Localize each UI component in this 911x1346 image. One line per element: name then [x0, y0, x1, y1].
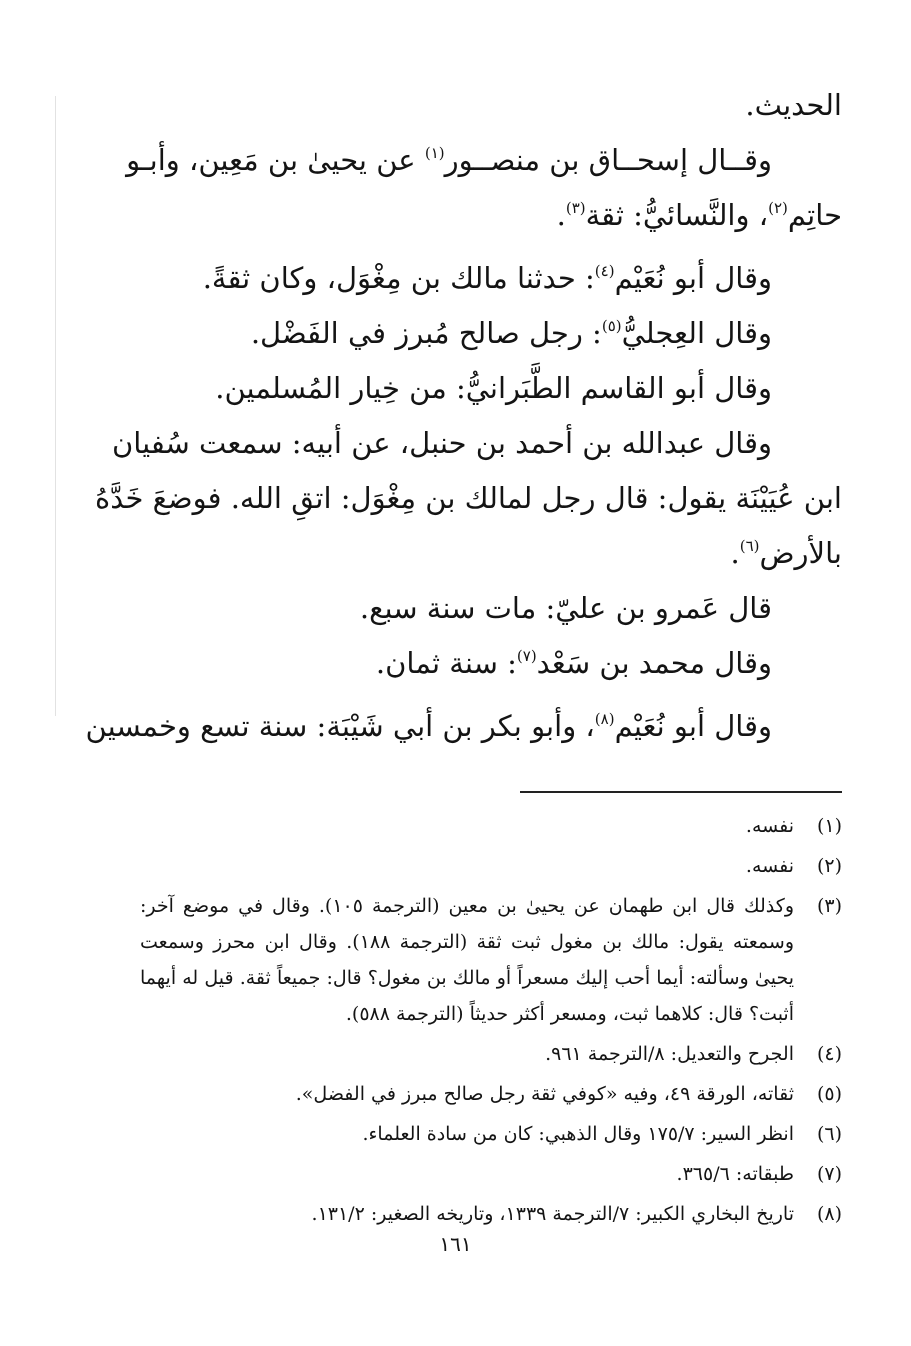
- footnote-ref[interactable]: (٤): [594, 262, 615, 280]
- footnote-text: ثقاته، الورقة ٤٩، وفيه «كوفي ثقة رجل صالح مبرز في الفضل».: [295, 1083, 794, 1105]
- footnote-text: نفسه.: [745, 855, 794, 877]
- footnote-number: (١): [816, 815, 842, 837]
- footnote-text: وكذلك قال ابن طهمان عن يحيىٰ بن معين (الترجمة ١٠٥). وقال في موضع آخر: وسمعته يقول: مالك بن مغول ثبت ثقة (الترجمة ١٨٨). وقال ابن محرز وسمعت يحيىٰ وسألته: أيما أحب إليك مسعراً أو مالك بن مغول؟ قال: جميعاً ثقة. قيل له أيهما أثبت؟ قال: كلاهما ثبت، ومسعر أكثر حديثاً (الترجمة ٥٨٨).: [140, 895, 794, 1025]
- footnote: [140, 1076, 842, 1112]
- footnote: [140, 848, 842, 884]
- footnote: [140, 1156, 842, 1192]
- footnote-ref[interactable]: (١): [424, 144, 445, 162]
- footnote-ref[interactable]: (٦): [739, 537, 760, 555]
- footnote-number: (٧): [816, 1163, 842, 1185]
- footnote-number: (٢): [816, 855, 842, 877]
- body-line: وقال أبو نُعَيْم$^{(٨)}$، وأبو بكر بن أبي شَيْبَة: سنة تسع وخمسين: [85, 709, 772, 743]
- body-line: وقــال إسحــاق بن منصــور$^{(١)}$ عن يحيىٰ بن مَعِين، وأبـو: [126, 143, 772, 177]
- body-line: وقال عبدالله بن أحمد بن حنبل، عن أبيه: سمعت سُفيان: [111, 426, 772, 460]
- footnote-ref[interactable]: (٢): [768, 199, 788, 217]
- body-line: وقال أبو نُعَيْم$^{(٤)}$: حدثنا مالك بن مِغْوَل، وكان ثقةً.: [202, 261, 772, 295]
- body-line: حاتِم$^{(٢)}$، والنَّسائيُّ: ثقة$^{(٣)}$.: [556, 198, 842, 232]
- footnote: [140, 1036, 842, 1072]
- footnote-number: (٨): [816, 1203, 842, 1225]
- body-line: الحديث.: [745, 88, 842, 122]
- footnote-text: نفسه.: [745, 815, 794, 837]
- body-line: وقال محمد بن سَعْد$^{(٧)}$: سنة ثمان.: [375, 646, 772, 680]
- footnote-text: الجرح والتعديل: ٨/الترجمة ٩٦١.: [545, 1043, 794, 1065]
- footnote-ref[interactable]: (٣): [565, 199, 586, 217]
- main-text: [85, 78, 842, 754]
- page-margin-shadow: [55, 96, 56, 716]
- footnote: [140, 808, 842, 844]
- body-line: وقال أبو القاسم الطَّبَرانيُّ: من خِيار المُسلمين.: [215, 371, 772, 405]
- footnote-ref[interactable]: (٧): [516, 647, 537, 665]
- footnote-text: انظر السير: ١٧٥/٧ وقال الذهبي: كان من سادة العلماء.: [362, 1123, 794, 1145]
- page-number: ١٦١: [439, 1232, 472, 1256]
- footnote-ref[interactable]: (٨): [594, 710, 615, 728]
- footnote: [140, 1116, 842, 1152]
- footnote-number: (٦): [816, 1123, 842, 1145]
- body-line: ابن عُيَيْنَة يقول: قال رجل لمالك بن مِغْوَل: اتقِ الله. فوضعَ خَدَّهُ: [95, 481, 842, 515]
- footnotes: [140, 808, 842, 1236]
- body-line: وقال العِجليُّ$^{(٥)}$: رجل صالح مُبرز في الفَضْل.: [250, 316, 772, 350]
- body-line: قال عَمرو بن عليّ: مات سنة سبع.: [359, 591, 772, 625]
- footnote: [140, 1196, 842, 1232]
- footnote-text: تاريخ البخاري الكبير: ٧/الترجمة ١٣٣٩، وتاريخه الصغير: ١٣١/٢.: [311, 1203, 794, 1225]
- footnote-number: (٤): [816, 1043, 842, 1065]
- footnote-number: (٣): [816, 895, 842, 917]
- footnote-ref[interactable]: (٥): [601, 317, 622, 335]
- footnote-text: طبقاته: ٣٦٥/٦.: [676, 1163, 794, 1185]
- footnote-separator: [520, 791, 842, 793]
- body-line: بالأرض$^{(٦)}$.: [730, 536, 842, 570]
- footnote-number: (٥): [816, 1083, 842, 1105]
- footnote: [140, 888, 842, 1032]
